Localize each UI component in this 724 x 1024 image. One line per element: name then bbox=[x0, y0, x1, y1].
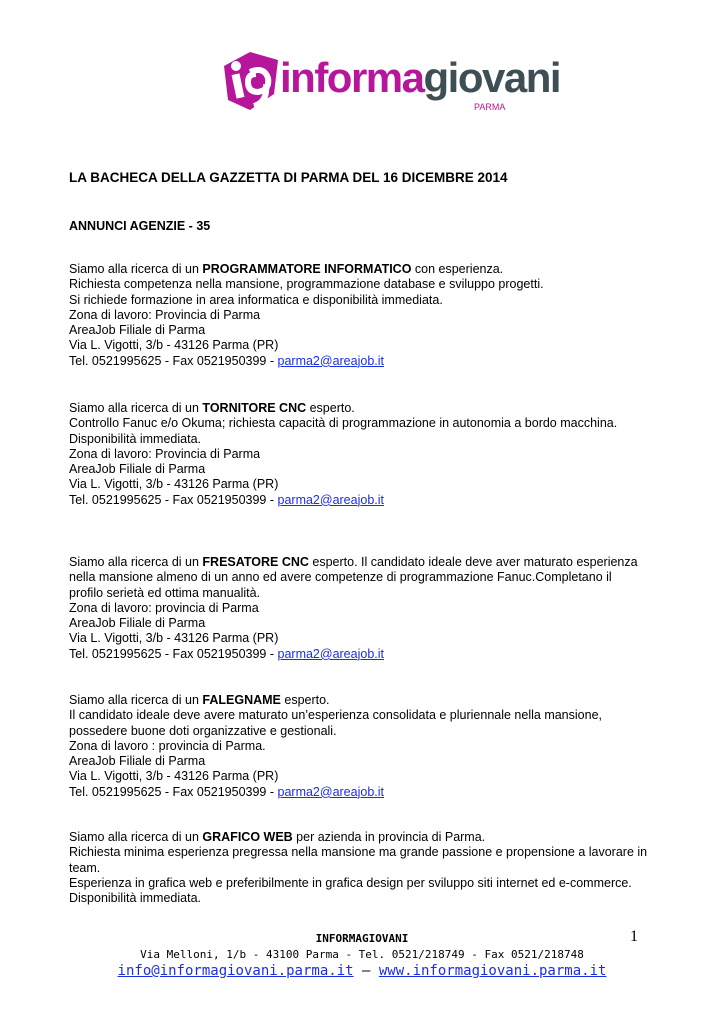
ad-contact: Tel. 0521995625 - Fax 0521950399 - parma2@areajob.it bbox=[69, 784, 384, 799]
job-ad-grafico-web bbox=[69, 830, 649, 906]
section-subtitle: ANNUNCI AGENZIE - 35 bbox=[69, 219, 211, 233]
job-ad-falegname bbox=[69, 693, 649, 800]
footer-links bbox=[0, 963, 724, 979]
ad-line: Via L. Vigotti, 3/b - 43126 Parma (PR) bbox=[69, 477, 279, 492]
job-role: FRESATORE CNC bbox=[202, 555, 309, 569]
job-role: GRAFICO WEB bbox=[202, 830, 293, 844]
ad-line: Via L. Vigotti, 3/b - 43126 Parma (PR) bbox=[69, 338, 279, 353]
ad-line: Via L. Vigotti, 3/b - 43126 Parma (PR) bbox=[69, 631, 279, 646]
ad-line: Esperienza in grafica web e preferibilmente in grafica design per sviluppo siti internet ed e-commerce. bbox=[69, 875, 632, 890]
page-title: LA BACHECA DELLA GAZZETTA DI PARMA DEL 16 DICEMBRE 2014 bbox=[69, 170, 508, 185]
email-link[interactable]: parma2@areajob.it bbox=[277, 646, 384, 661]
ad-line: AreaJob Filiale di Parma bbox=[69, 616, 206, 631]
ad-line: Il candidato ideale deve avere maturato un’esperienza consolidata e pluriennale nella mansione, possedere buone doti organizzative e gestionali. bbox=[69, 708, 602, 738]
email-link[interactable]: parma2@areajob.it bbox=[277, 492, 384, 507]
logo-word-informa: informa bbox=[280, 54, 424, 101]
ad-line: Zona di lavoro: provincia di Parma bbox=[69, 600, 259, 615]
ad-contact: Tel. 0521995625 - Fax 0521950399 - parma2@areajob.it bbox=[69, 646, 384, 661]
ad-line: Richiesta competenza nella mansione, programmazione database e sviluppo progetti. bbox=[69, 277, 544, 292]
ad-line: Zona di lavoro: Provincia di Parma bbox=[69, 446, 261, 461]
email-link[interactable]: parma2@areajob.it bbox=[277, 353, 384, 368]
logo-wordmark bbox=[280, 54, 560, 102]
ad-line: Disponibilità immediata. bbox=[69, 431, 202, 446]
ad-line: AreaJob Filiale di Parma bbox=[69, 754, 206, 769]
ad-line: AreaJob Filiale di Parma bbox=[69, 462, 206, 477]
page-number: 1 bbox=[630, 928, 638, 945]
ad-heading: Siamo alla ricerca di un FRESATORE CNC esperto. Il candidato ideale deve aver maturato esperienza nella mansione almeno di un anno ed avere competenze di programmazione Fanuc.Completano il profilo serietà ed ottima manualità. bbox=[69, 555, 638, 600]
footer-email-link[interactable]: info@informagiovani.parma.it bbox=[117, 963, 354, 979]
ad-line: Richiesta minima esperienza pregressa nella mansione ma grande passione e propensione a lavorare in team. bbox=[69, 845, 648, 875]
job-ad-fresatore bbox=[69, 555, 649, 662]
ad-heading: Siamo alla ricerca di un PROGRAMMATORE INFORMATICO con esperienza. bbox=[69, 262, 504, 276]
job-role: PROGRAMMATORE INFORMATICO bbox=[202, 262, 412, 276]
footer-title: INFORMAGIOVANI bbox=[315, 932, 409, 945]
ad-line: AreaJob Filiale di Parma bbox=[69, 323, 206, 338]
ad-contact: Tel. 0521995625 - Fax 0521950399 - parma2@areajob.it bbox=[69, 353, 384, 368]
ad-heading: Siamo alla ricerca di un FALEGNAME esperto. bbox=[69, 693, 330, 707]
ad-contact: Tel. 0521995625 - Fax 0521950399 - parma2@areajob.it bbox=[69, 492, 384, 507]
ad-line: Zona di lavoro: Provincia di Parma bbox=[69, 307, 261, 322]
ig-logo-mark-icon bbox=[220, 44, 282, 114]
logo-word-giovani: giovani bbox=[423, 54, 561, 101]
email-link[interactable]: parma2@areajob.it bbox=[277, 784, 384, 799]
ad-line: Via L. Vigotti, 3/b - 43126 Parma (PR) bbox=[69, 769, 279, 784]
logo-city: PARMA bbox=[474, 102, 506, 112]
ad-heading: Siamo alla ricerca di un TORNITORE CNC esperto. bbox=[69, 401, 355, 415]
ad-line: Zona di lavoro : provincia di Parma. bbox=[69, 738, 266, 753]
job-ad-tornitore bbox=[69, 401, 649, 508]
ad-heading: Siamo alla ricerca di un GRAFICO WEB per azienda in provincia di Parma. bbox=[69, 830, 486, 844]
job-role: TORNITORE CNC bbox=[202, 401, 307, 415]
job-ad-programmatore bbox=[69, 262, 649, 369]
ad-line: Disponibilità immediata. bbox=[69, 891, 202, 906]
ad-line: Si richiede formazione in area informatica e disponibilità immediata. bbox=[69, 292, 443, 307]
job-role: FALEGNAME bbox=[202, 693, 281, 707]
ad-line: Controllo Fanuc e/o Okuma; richiesta capacità di programmazione in autonomia a bordo macchina. bbox=[69, 416, 618, 431]
footer-separator: – bbox=[353, 963, 379, 979]
footer-website-link[interactable]: www.informagiovani.parma.it bbox=[378, 963, 607, 979]
informagiovani-logo bbox=[220, 44, 561, 116]
footer-address: Via Melloni, 1/b - 43100 Parma - Tel. 0521/218749 - Fax 0521/218748 bbox=[140, 948, 584, 961]
